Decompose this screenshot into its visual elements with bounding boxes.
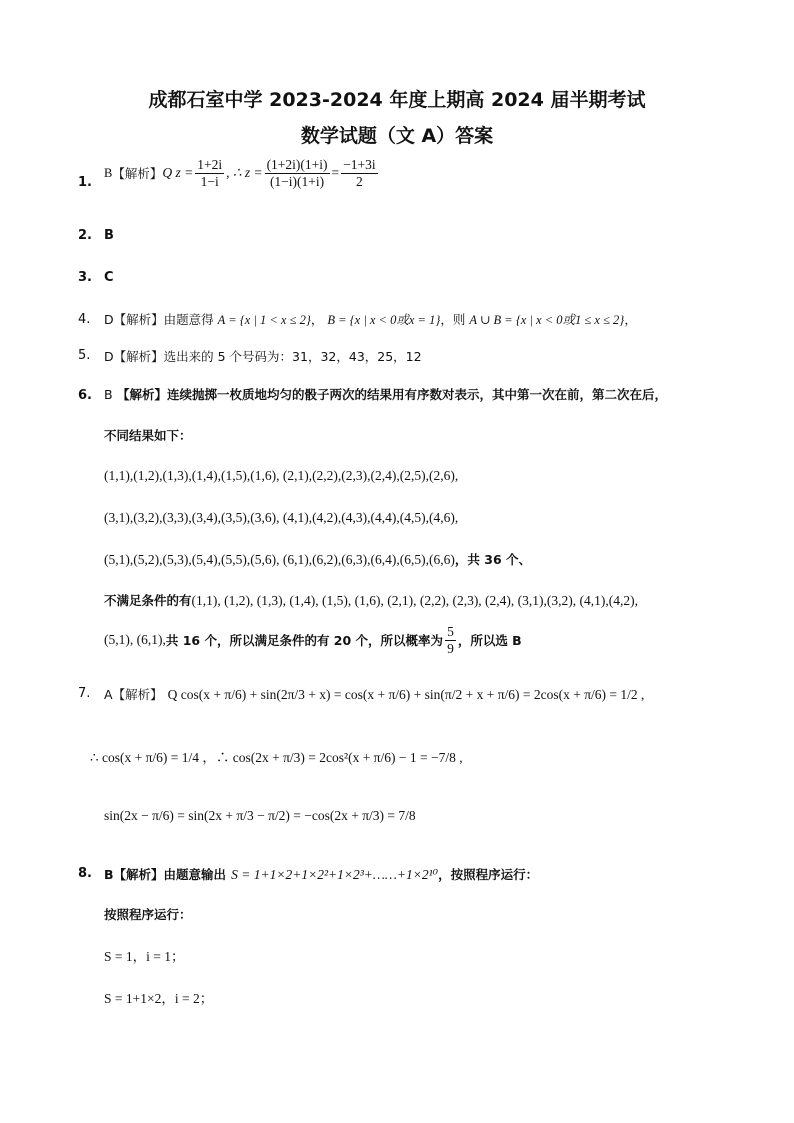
probability-fraction: $\frac{5}{9}$: [447, 624, 454, 656]
q8-step: S = 1+1×2，i = 2；: [104, 991, 214, 1006]
q1-tag: 【解析】: [112, 167, 163, 182]
question-number: 4.: [78, 312, 91, 327]
q1-fraction-2: $\frac{(1+2i)(1+i)}{(1-i)(1+i)}$: [266, 157, 328, 189]
q8-step: S = 1，i = 1；: [104, 949, 185, 964]
union: A ∪ B = {x | x < 0或1 ≤ x ≤ 2}: [469, 313, 625, 327]
set-a: A = {x | 1 < x ≤ 2}: [217, 313, 311, 327]
q8-solution-line1: B【解析】由题意输出 S = 1+1×2+1×2²+1×2³+……+1×2¹⁰，按照程序运行：: [104, 867, 539, 882]
set-b: B = {x | x < 0或x = 1}: [327, 313, 441, 327]
question-number: 6.: [78, 388, 92, 403]
q5-solution: D【解析】选出来的 5 个号码为：31，32，43，25，12: [104, 349, 422, 364]
q6-outcomes-row: (1,1),(1,2),(1,3),(1,4),(1,5),(1,6), (2,1),(2,2),(2,3),(2,4),(2,5),(2,6),: [104, 468, 459, 483]
q7-solution-line3: sin(2x − π/6) = sin(2x + π/3 − π/2) = −cos(2x + π/3) = 7/8: [104, 808, 416, 823]
question-number: 1.: [78, 175, 92, 190]
q6-outcomes-row: (3,1),(3,2),(3,3),(3,4),(3,5),(3,6), (4,1),(4,2),(4,3),(4,4),(4,5),(4,6),: [104, 510, 459, 525]
q1-solution: B 【解析】 Q z = $\frac{1+2i}{1-i}$ , ∴ z = $\frac{(1+2i)(1+i)}{(1-i)(1+i)}$ = $\frac{-1+3i}{2}$: [104, 157, 376, 189]
page-title: 成都石室中学 2023-2024 年度上期高 2024 届半期考试: [148, 89, 646, 111]
question-number: 3.: [78, 270, 92, 285]
q6-solution-line2: 不同结果如下：: [104, 428, 192, 443]
q3-answer: C: [104, 270, 114, 285]
q7-solution-line1: A【解析】 Q cos(x + π/6) + sin(2π/3 + x) = cos(x + π/6) + sin(π/2 + x + π/6) = 2cos(x + π/6) = 1/2 ,: [104, 687, 645, 702]
q2-answer: B: [104, 228, 114, 243]
question-number: 5.: [78, 348, 91, 363]
page-subtitle: 数学试题（文 A）答案: [300, 125, 494, 147]
q1-fraction-3: $\frac{-1+3i}{2}$: [343, 157, 376, 189]
q6-excluded-row: 不满足条件的有(1,1), (1,2), (1,3), (1,4), (1,5), (1,6), (2,1), (2,2), (2,3), (2,4), (3,1),(3,2), (4,1),(4,2),: [104, 593, 639, 608]
question-number: 2.: [78, 228, 92, 243]
q6-solution-line1: B 【解析】连续抛掷一枚质地均匀的骰子两次的结果用有序数对表示，其中第一次在前，第二次在后，: [104, 387, 667, 402]
question-number: 8.: [78, 866, 92, 881]
q1-fraction-1: $\frac{1+2i}{1-i}$: [197, 157, 223, 189]
q1-answer: B: [104, 165, 113, 180]
q6-outcomes-row: (5,1),(5,2),(5,3),(5,4),(5,5),(5,6), (6,1),(6,2),(6,3),(6,4),(6,5),(6,6)，共 36 个、: [104, 552, 532, 567]
q4-solution: D【解析】由题意得 A = {x | 1 < x ≤ 2}， B = {x | x < 0或x = 1}，则 A ∪ B = {x | x < 0或1 ≤ x ≤ 2}，: [104, 312, 637, 327]
question-number: 7.: [78, 686, 91, 701]
q8-solution-line2: 按照程序运行：: [104, 907, 192, 922]
q6-conclusion: (5,1), (6,1), 共 16 个，所以满足条件的有 20 个，所以概率为 $\frac{5}{9}$ ，所以选 B: [104, 624, 522, 656]
q7-solution-line2: ∴ cos(x + π/6) = 1/4 ，∴ cos(2x + π/3) = 2cos²(x + π/6) − 1 = −7/8 ,: [90, 750, 463, 765]
